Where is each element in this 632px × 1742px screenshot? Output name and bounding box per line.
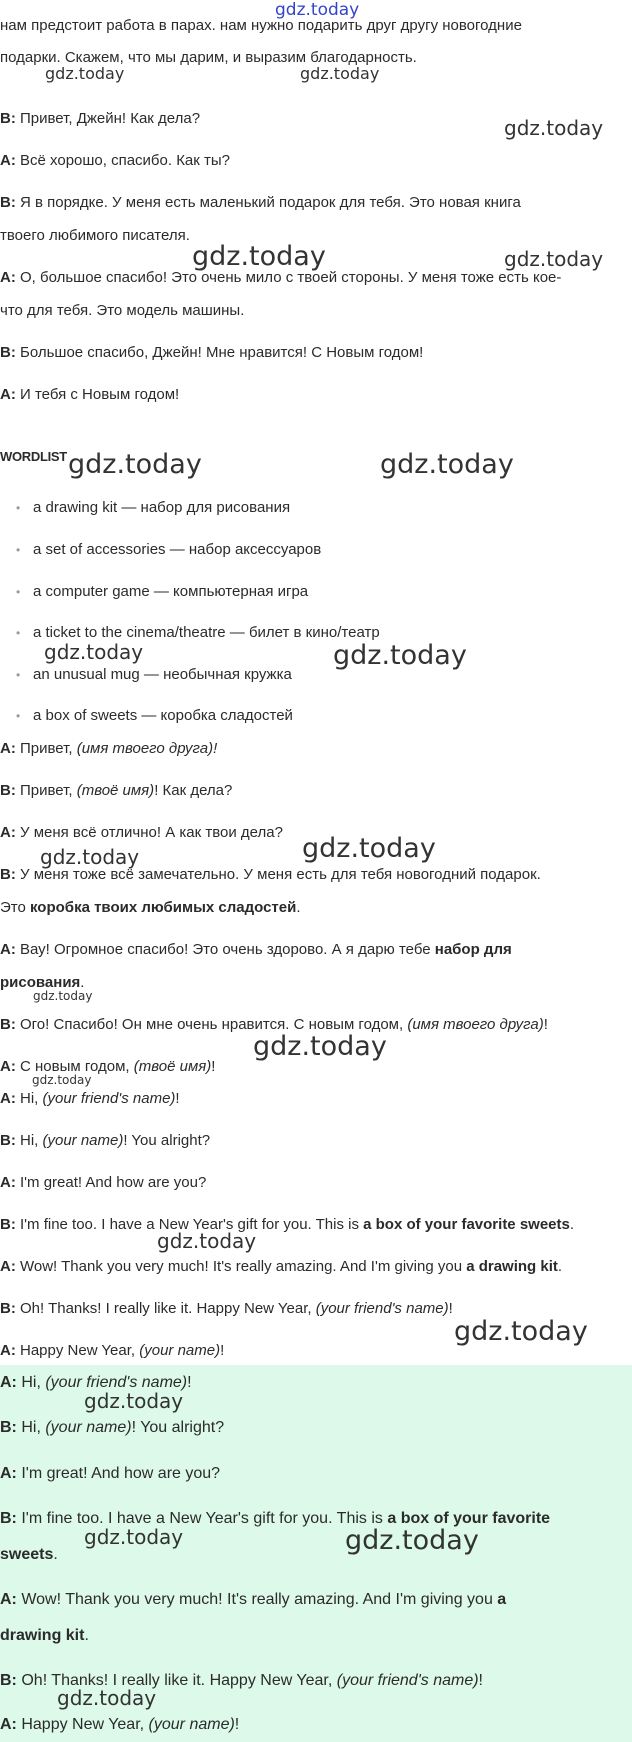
watermark: gdz.today [300, 64, 380, 83]
dialogue-line: A: У меня всё отлично! А как твои дела? [0, 824, 283, 841]
speaker: A: [0, 152, 16, 169]
bullet-icon: • [16, 501, 21, 515]
wordlist-item: a computer game — компьютерная игра [33, 583, 309, 600]
watermark: gdz.today [454, 1316, 588, 1347]
speaker: B: [0, 194, 16, 211]
dialogue-line: A: Hi, (your friend's name)! [0, 1090, 180, 1107]
dialogue-line: A: С новым годом, (твоё имя)! [0, 1058, 216, 1075]
wordlist-item: a ticket to the cinema/theatre — билет в кино/театр [33, 624, 380, 641]
watermark: gdz.today [504, 247, 604, 271]
dialogue-line: B: Большое спасибо, Джейн! Мне нравится! С Новым годом! [0, 344, 424, 361]
dialogue-line: A: Wow! Thank you very much! It's really amazing. And I'm giving you a [0, 1591, 507, 1608]
dialogue-line: A: Hi, (your friend's name)! [0, 1374, 192, 1391]
watermark: gdz.today [57, 1686, 157, 1710]
dialogue-line: B: Hi, (your name)! You alright? [0, 1132, 211, 1149]
watermark: gdz.today [157, 1229, 257, 1253]
bullet-icon: • [16, 626, 21, 640]
watermark: gdz.today [44, 640, 144, 664]
speaker: A: [0, 269, 16, 286]
dialogue-line: A: Привет, (имя твоего друга)! [0, 740, 218, 757]
dialogue-line: A: Вау! Огромное спасибо! Это очень здорово. А я дарю тебе набор для [0, 941, 512, 958]
dialogue-line-continuation: твоего любимого писателя. [0, 227, 190, 244]
dialogue-line: B: Привет, (твоё имя)! Как дела? [0, 782, 233, 799]
dialogue-line: A: О, большое спасибо! Это очень мило с твоей стороны. У меня тоже есть кое- [0, 269, 562, 286]
dialogue-line: A: I'm great! And how are you? [0, 1465, 221, 1482]
bullet-icon: • [16, 709, 21, 723]
watermark: gdz.today [302, 833, 436, 864]
watermark: gdz.today [345, 1525, 479, 1556]
watermark: gdz.today [33, 989, 93, 1003]
wordlist-item: a box of sweets — коробка сладостей [33, 707, 293, 724]
bullet-icon: • [16, 668, 21, 682]
dialogue-line: A: И тебя с Новым годом! [0, 386, 180, 403]
speaker: B: [0, 344, 16, 361]
dialogue-line: A: I'm great! And how are you? [0, 1174, 207, 1191]
watermark: gdz.today [192, 241, 326, 272]
dialogue-line: B: I'm fine too. I have a New Year's gift for you. This is a box of your favorite [0, 1510, 551, 1527]
watermark: gdz.today [380, 449, 514, 480]
watermark: gdz.today [333, 640, 467, 671]
dialogue-line-continuation: drawing kit. [0, 1627, 89, 1644]
bullet-icon: • [16, 585, 21, 599]
dialogue-line: B: Я в порядке. У меня есть маленький подарок для тебя. Это новая книга [0, 194, 521, 211]
watermark: gdz.today [84, 1389, 184, 1413]
watermark: gdz.today [40, 845, 140, 869]
dialogue-line: B: Oh! Thanks! I really like it. Happy New Year, (your friend's name)! [0, 1672, 483, 1689]
dialogue-line: B: У меня тоже всё замечательно. У меня есть для тебя новогодний подарок. [0, 866, 541, 883]
wordlist-item: a drawing kit — набор для рисования [33, 499, 291, 516]
wordlist-item: a set of accessories — набор аксессуаров [33, 541, 322, 558]
watermark: gdz.today [253, 1031, 387, 1062]
dialogue-line: B: Hi, (your name)! You alright? [0, 1419, 225, 1436]
dialogue-line: A: Happy New Year, (your name)! [0, 1716, 240, 1733]
speaker: B: [0, 110, 16, 127]
dialogue-line: B: Привет, Джейн! Как дела? [0, 110, 201, 127]
wordlist-heading: WORDLIST [0, 449, 67, 464]
dialogue-line: B: I'm fine too. I have a New Year's gift for you. This is a box of your favorite sweets. [0, 1216, 575, 1233]
watermark: gdz.today [45, 64, 125, 83]
dialogue-line: A: Wow! Thank you very much! It's really amazing. And I'm giving you a drawing kit. [0, 1258, 563, 1275]
bullet-icon: • [16, 543, 21, 557]
watermark: gdz.today [32, 1073, 92, 1087]
dialogue-line: B: Ого! Спасибо! Он мне очень нравится. С новым годом, (имя твоего друга)! [0, 1016, 548, 1033]
watermark: gdz.today [504, 116, 604, 140]
intro-line-2: подарки. Скажем, что мы дарим, и выразим благодарность. [0, 49, 417, 66]
dialogue-line-continuation: рисования. [0, 974, 85, 991]
speaker: A: [0, 386, 16, 403]
wordlist-item: an unusual mug — необычная кружка [33, 666, 292, 683]
watermark: gdz.today [84, 1525, 184, 1549]
dialogue-line-continuation: Это коробка твоих любимых сладостей. [0, 899, 301, 916]
dialogue-line-continuation: sweets. [0, 1546, 58, 1563]
dialogue-line: A: Всё хорошо, спасибо. Как ты? [0, 152, 230, 169]
dialogue-line: A: Happy New Year, (your name)! [0, 1342, 225, 1359]
intro-line-1: нам предстоит работа в парах. нам нужно подарить друг другу новогодние [0, 17, 522, 34]
dialogue-line-continuation: что для тебя. Это модель машины. [0, 302, 245, 319]
watermark: gdz.today [68, 449, 202, 480]
dialogue-line: B: Oh! Thanks! I really like it. Happy New Year, (your friend's name)! [0, 1300, 453, 1317]
watermark-top: gdz.today [275, 0, 360, 20]
